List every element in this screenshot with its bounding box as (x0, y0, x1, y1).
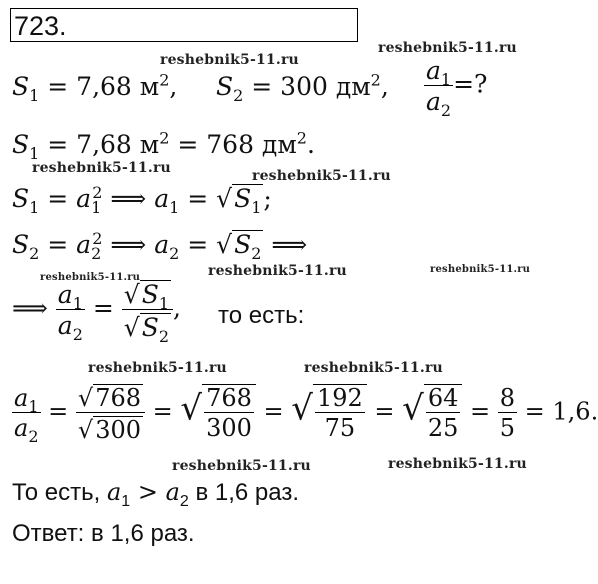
watermark: reshebnik5-11.ru (388, 456, 527, 472)
watermark: reshebnik5-11.ru (88, 360, 227, 376)
watermark: reshebnik5-11.ru (32, 160, 171, 176)
ratio-formula: ⟹ $\frac{a_1}{a_2}$ = $\frac{√S_1}{√S_2}$ , (12, 280, 181, 346)
that-is-text: то есть: (218, 302, 305, 329)
s1-side-formula: $S_1 = a_1^2$ ⟹ $a_1 = √S_1$; (12, 182, 272, 217)
question-ratio: $\frac{a_1}{a_2}$ =? (426, 56, 488, 120)
watermark: reshebnik5-11.ru (40, 272, 141, 283)
watermark: reshebnik5-11.ru (252, 168, 391, 184)
conclusion-line: То есть, $a_1 > a_2$ в 1,6 раз. (12, 478, 300, 510)
watermark: reshebnik5-11.ru (430, 264, 531, 275)
answer-line: Ответ: в 1,6 раз. (12, 520, 195, 547)
watermark: reshebnik5-11.ru (378, 40, 517, 56)
watermark: reshebnik5-11.ru (160, 52, 299, 68)
given-s1: $S_1 = 7,68$ $м^2$, (12, 70, 178, 105)
watermark: reshebnik5-11.ru (208, 263, 347, 279)
problem-number: 723. (14, 11, 67, 41)
watermark: reshebnik5-11.ru (172, 458, 311, 474)
watermark: reshebnik5-11.ru (304, 360, 443, 376)
given-s2: $S_2 = 300$ $дм^2$, (216, 70, 389, 105)
s1-conversion: $S_1 = 7,68$ $м^2 = 768$ $дм^2$. (12, 128, 315, 163)
s2-side-formula: $S_2 = a_2^2$ ⟹ $a_2 = √S_2$ ⟹ (12, 228, 308, 263)
ratio-calculation: $\frac{a_1}{a_2}$ = $\frac{√768}{√300}$ = √ $\frac{768}{300}$ = √ $\frac{192}{75}$ = √ $\frac{64}{25}$ = $\frac{8}{5}$ = 1,6. (14, 384, 598, 446)
